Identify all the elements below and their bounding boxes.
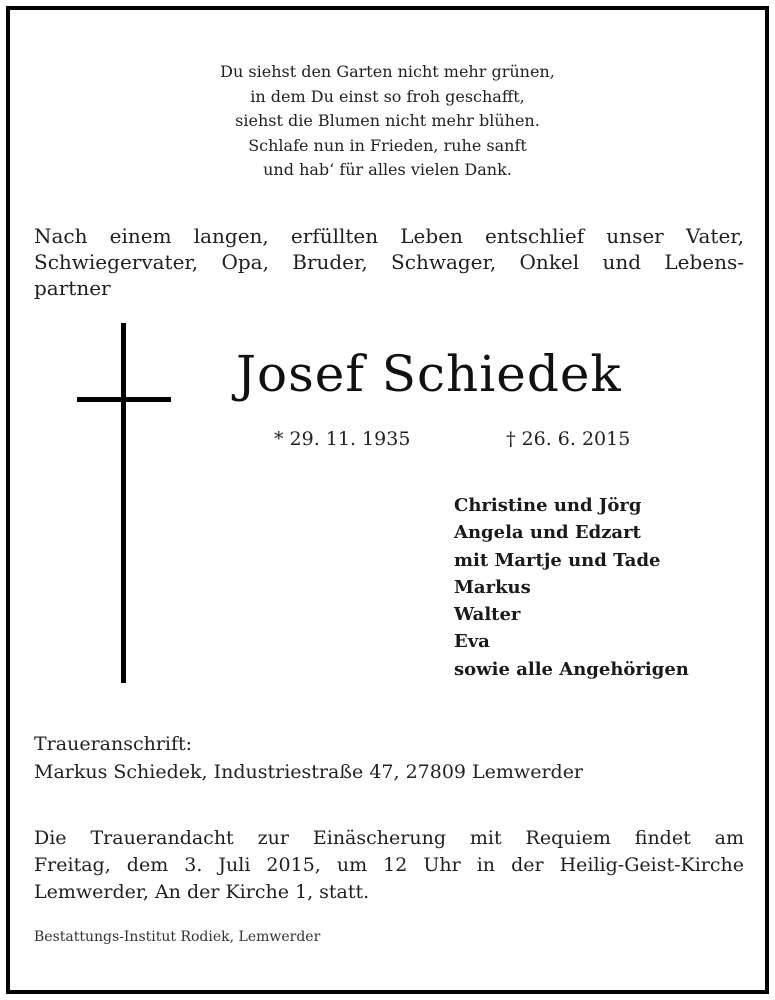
mourner-item: Eva <box>454 631 490 653</box>
cross-icon-horizontal-bar <box>77 397 171 402</box>
ceremony-text <box>34 825 744 906</box>
intro-line: partner <box>34 276 111 300</box>
poem <box>10 60 765 183</box>
intro-line: Nach einem langen, erfüllten Leben entschlief unser Vater, <box>34 224 744 248</box>
poem-line: in dem Du einst so froh geschafft, <box>250 86 525 106</box>
poem-line: siehst die Blumen nicht mehr blühen. <box>235 111 540 130</box>
intro-line: Schwiegervater, Opa, Bruder, Schwager, Onkel und Lebens- <box>34 250 744 274</box>
address-value: Markus Schiedek, Industriestraße 47, 27809 Lemwerder <box>34 761 584 783</box>
birth-date: * 29. 11. 1935 <box>274 428 411 450</box>
intro-text <box>34 223 744 301</box>
address-label: Traueranschrift: <box>34 733 193 755</box>
ceremony-line: Freitag, dem 3. Juli 2015, um 12 Uhr in der Heilig-Geist-Kirche <box>34 854 744 876</box>
death-date: † 26. 6. 2015 <box>506 428 631 450</box>
mourner-item: Christine und Jörg <box>454 495 642 516</box>
deceased-name: Josef Schiedek <box>236 345 622 403</box>
mourner-item: Markus <box>454 576 531 598</box>
cross-icon-vertical-bar <box>121 323 126 683</box>
mourning-address <box>34 730 583 786</box>
mourner-item: sowie alle Angehörigen <box>454 658 689 680</box>
obituary-notice <box>6 6 769 994</box>
undertaker-credit: Bestattungs-Institut Rodiek, Lemwerder <box>34 929 321 945</box>
poem-line: Schlafe nun in Frieden, ruhe sanft <box>248 135 527 155</box>
poem-line: Du siehst den Garten nicht mehr grünen, <box>220 62 555 81</box>
mourner-item: Angela und Edzart <box>454 522 641 544</box>
poem-line: und hab‘ für alles vielen Dank. <box>263 160 512 179</box>
mourners-list <box>454 492 689 683</box>
mourner-item: Walter <box>454 604 521 626</box>
mourner-item: mit Martje und Tade <box>454 549 661 571</box>
ceremony-line: Lemwerder, An der Kirche 1, statt. <box>34 881 370 903</box>
ceremony-line: Die Trauerandacht zur Einäscherung mit Requiem findet am <box>34 827 744 849</box>
